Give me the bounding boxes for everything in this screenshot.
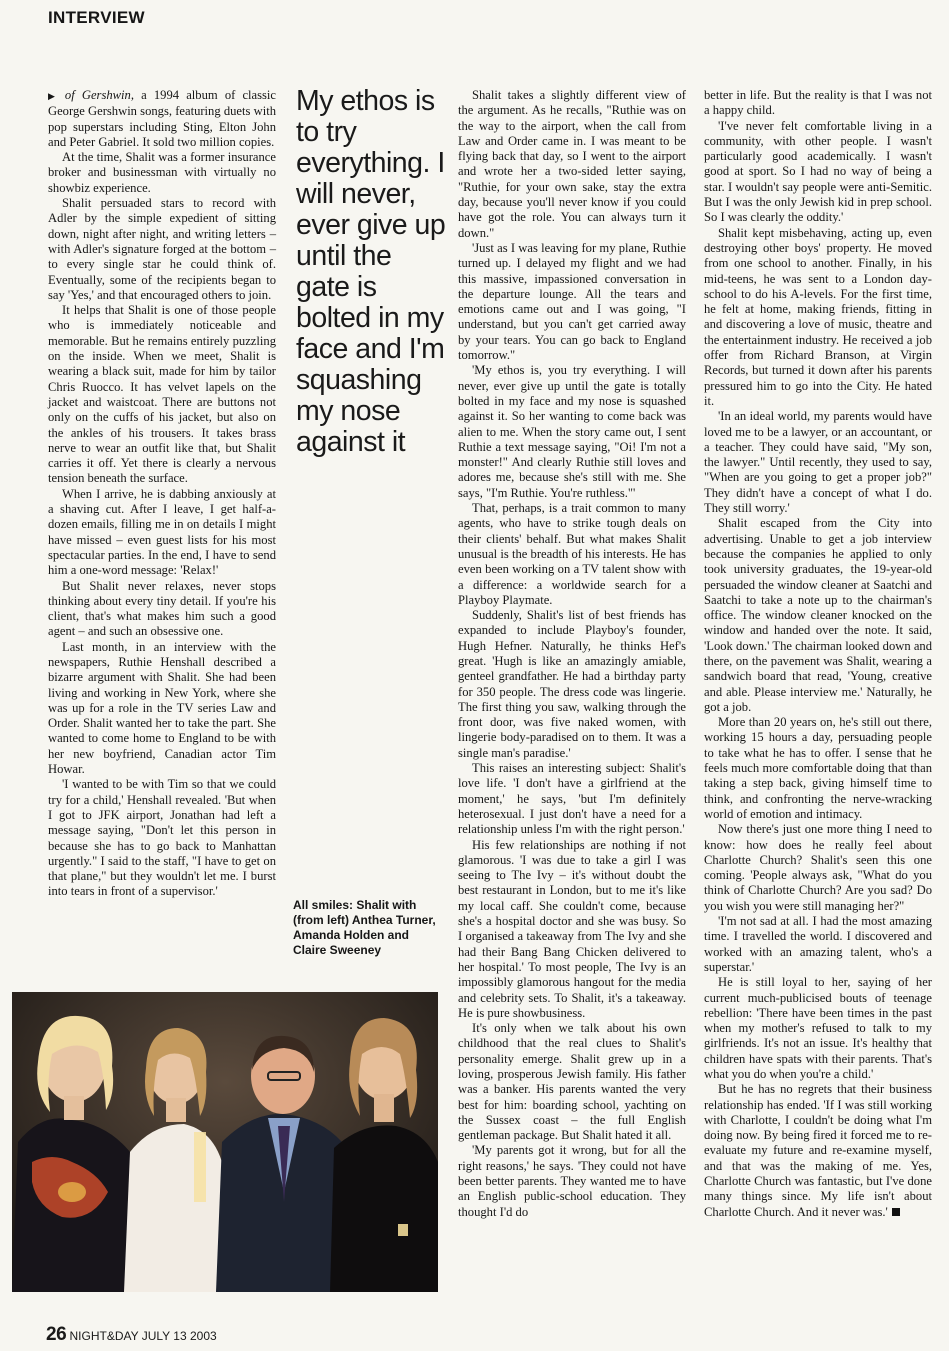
paragraph-text: More than 20 years on, he's still out there, working 15 hours a day, persuading people to take what he has to offer. I sense that he feels much more comfortable doing that than taking a step back, giving himself time to think, and confronting the nerve-wracking world of emotion and intimacy. [704, 715, 932, 821]
article-paragraph [48, 579, 276, 640]
paragraph-text: Shalit takes a slightly different view of the argument. As he recalls, "Ruthie was on the way to the airport, when the call from Law and Order came in. I was meant to be flying back that day, so I went to the airport and wrote her a two-sided letter saying, "Ruthie, for your own sake, stay the extra day, because you'll never know if you could have got the role. You can always turn it down." [458, 88, 686, 240]
article-paragraph [704, 119, 932, 226]
paragraph-text: At the time, Shalit was a former insurance broker and businessman with virtually no showbiz experience. [48, 150, 276, 195]
article-paragraph [458, 608, 686, 761]
section-label: INTERVIEW [48, 8, 145, 27]
article-paragraph [48, 487, 276, 579]
paragraph-text: 'I've never felt comfortable living in a community, with other people. I wasn't particularly good academically. I wasn't good at sport. So I had no way of being a star. I wouldn't say people were anti-Semitic. But I was the only Jewish kid in prep school. So I was clearly the oddity.' [704, 118, 932, 225]
photo-caption: All smiles: Shalit with (from left) Anthea Turner, Amanda Holden and Claire Sweeney [293, 898, 436, 957]
paragraph-text: 'I'm not sad at all. I had the most amazing time. I travelled the world. I discovered and worked with an amazing talent, who's a superstar.' [704, 914, 932, 974]
paragraph-text: His few relationships are nothing if not glamorous. 'I was due to take a girl I was seeing to The Ivy – it's without doubt the best restaurant in London, but to me it's like my local caff. She couldn't come, because she's a hospital doctor and she was busy. So I organised a takeaway from The Ivy and she had their Bang Bang Chicken delivered to her hospital.' To most people, The Ivy is an impossibly glamorous hangout for the media and celebrity sets. To Shalit, it's a takeaway. He is pure showbusiness. [458, 837, 686, 1020]
paragraph-text: 'Just as I was leaving for my plane, Ruthie turned up. I delayed my flight and we had this massive, impassioned conversation in the departure lounge. All the tears and emotions came out and I was going, "I understand, but you can't get carried away by your tears. You can go back to England tomorrow." [458, 240, 686, 363]
article-column-1 [48, 88, 276, 900]
article-paragraph [704, 975, 932, 1082]
end-mark-icon [892, 1208, 900, 1216]
paragraph-text: Shalit kept misbehaving, acting up, even destroying other boys' property. He moved from one school to another. Finally, in his mid-teens, he was sent to a London day-school to do his A-levels. For the first time, he felt at home, making friends, fitting in and discovering a love of music, theatre and the entertainment industry. He received a job offer from Richard Branson, at Virgin Records, but turned it down after his parents pressured him to go into the City. He hated it. [704, 225, 932, 408]
paragraph-text: 'In an ideal world, my parents would have loved me to be a lawyer, or an accountant, or a teacher. They could have said, "My son, the lawyer." Until recently, they used to say, "When are you going to get a proper job?" They didn't have a concept of what I do. They still worry.' [704, 409, 932, 516]
article-paragraph [458, 363, 686, 501]
article-column-3 [458, 88, 686, 1220]
group-photo [12, 992, 438, 1292]
article-paragraph [458, 88, 686, 241]
paragraph-text: 'I wanted to be with Tim so that we could try for a child,' Henshall revealed. 'But when I got to JFK airport, Jonathan had left a message saying, "Don't let this person in because she has to go back to Manhattan urgently." I said to the staff, "I have to get on that plane," but they wouldn't let me. I burst into tears in front of a supervisor.' [48, 777, 276, 899]
page-number: 26 [46, 1324, 67, 1345]
article-paragraph [704, 88, 932, 119]
article-paragraph [48, 303, 276, 487]
article-paragraph [458, 761, 686, 837]
paragraph-text: 'My parents got it wrong, but for all the right reasons,' he says. 'They could not have been better parents. They wanted me to have an English public-school education. They thought I'd do [458, 1143, 686, 1219]
article-column-4 [704, 88, 932, 1220]
article-paragraph [458, 241, 686, 363]
group-photo-illustration [12, 992, 438, 1292]
paragraph-text: This raises an interesting subject: Shalit's love life. 'I don't have a girlfriend at the moment,' he says, 'but I'm definitely heterosexual. I just don't have a need for a relationship unless I'm with the right person.' [458, 761, 686, 837]
paragraph-text: Now there's just one more thing I need to know: how does he really feel about Charlotte Church? Shalit's seen this one coming. 'People always ask, "What do you think of Charlotte Church? Are you sad? Do you wish you were still managing her?" [704, 822, 932, 913]
paragraph-text: a 1994 album of classic George Gershwin songs, featuring duets with pop superstars including Sting, Elton John and Peter Gabriel. It sold two million copies. [48, 88, 277, 149]
paragraph-text: It's only when we talk about his own childhood that the real clues to Shalit's personality emerge. Shalit grew up in a loving, prosperous Jewish family. His father was a banker. His parents wanted the very best for him: boarding school, yachting on the Sussex coast – the full English gentleman package. But Shalit hated it all. [458, 1021, 686, 1143]
article-paragraph [458, 1021, 686, 1143]
article-paragraph [458, 501, 686, 608]
continued-arrow-icon: ▶ [48, 91, 59, 101]
paragraph-text: He is still loyal to her, saying of her current much-publicised bouts of teenage rebellion: 'There have been times in the past when my mother's refused to talk to my girlfriends. It's not an issue. It's healthy that children have spats with their parents. That's what you do when you're a child.' [704, 975, 932, 1081]
article-paragraph [704, 516, 932, 715]
article-paragraph [704, 914, 932, 975]
paragraph-text: Shalit persuaded stars to record with Adler by the simple expedient of sitting down, night after night, and writing letters – with Adler's signature forged at the bottom – to every single star he could think of. Eventually, some of the recipients began to say 'Yes,' and that encouraged others to join. [48, 196, 276, 302]
article-paragraph [458, 1143, 686, 1219]
article-paragraph [48, 88, 276, 150]
paragraph-text: When I arrive, he is dabbing anxiously at a shaving cut. After I leave, I get half-a-dozen emails, filling me in on details I might have missed – even guest lists for his most spectacular parties. In the end, I have to send him a one-word message: 'Relax!' [48, 486, 276, 578]
paragraph-text: Last month, in an interview with the newspapers, Ruthie Henshall described a bizarre argument with Shalit. She had been living and working in New York, where she was up for a role in the TV series Law and Order. Shalit wanted her to take the part. She wanted to come home to England to be with her new boyfriend, Canadian actor Tim Howar. [48, 639, 276, 777]
paragraph-text: Suddenly, Shalit's list of best friends has expanded to include Playboy's founder, Hugh Hefner. Naturally, he thinks Hef's great. 'Hugh is like an amazingly amiable, genteel grandfather. He had a birthday party for 350 people. The dress code was lingerie. The first thing you saw, walking through the front door, was five naked women, with lingerie body-paradised on to them. It was a single man's paradise.' [458, 608, 686, 760]
paragraph-text: Shalit escaped from the City into advertising. Unable to get a job interview because the companies he applied to only took university graduates, the 19-year-old persuaded the window cleaner at Saatchi and Saatchi to take a note up to the chairman's office. The window cleaner knocked on the window and handed over the note. It said, 'Look down.' The chairman looked down and there, on the pavement was Shalit, wearing a sandwich board that read, 'Young, creative and able. Please interview me.' Naturally, he got a job. [704, 516, 932, 714]
paragraph-text: better in life. But the reality is that I was not a happy child. [704, 88, 932, 118]
paragraph-text: It helps that Shalit is one of those people who is immediately noticeable and memorable. But he remains entirely puzzling on the inside. When we meet, Shalit is wearing a black suit, made for him by tailor Chris Ruocco. It has velvet lapels on the jacket and waistcoat. There are buttons not only on the cuffs of his jacket, but also on the ankles of his trousers. It takes brass nerve to wear an outfit like that, but Shalit carries it off. Yet there is clearly a nervous tension beneath the surface. [48, 303, 276, 486]
page-footer [46, 1324, 217, 1346]
pull-quote: My ethos is to try everything. I will never, ever give up until the gate is bolted in my face and I'm squashing my nose against it [296, 85, 446, 458]
paragraph-text: 'My ethos is, you try everything. I will never, ever give up until the gate is totally bolted in my face and my nose is squashed against it. So her wanting to come back was alien to me. When the story came out, I sent Ruthie a text message saying, "Oi! I'm not a monster!" And clearly Ruthie still loves and adores me, because she's still with me. She says, "I'm Ruthie. You're ruthless."' [458, 363, 686, 500]
article-paragraph [48, 196, 276, 303]
italic-lead: of Gershwin, [64, 88, 134, 102]
paragraph-text: But he has no regrets that their business relationship has ended. 'If I was still working with Charlotte, I couldn't be doing what I'm doing now. By being fired it forced me to re-evaluate my future and re-examine myself, and that was the making of me. Yes, Charlotte Church was fantastic, but I've done many things since. My life isn't about Charlotte Church. And it never was.' [704, 1082, 932, 1219]
article-paragraph [48, 150, 276, 196]
publication-dateline: NIGHT&DAY JULY 13 2003 [69, 1329, 217, 1343]
article-paragraph [704, 715, 932, 822]
paragraph-text: But Shalit never relaxes, never stops thinking about every tiny detail. If you're his client, that's what makes him such a good agent – and such an obsessive one. [48, 578, 276, 639]
article-paragraph [704, 1082, 932, 1220]
article-paragraph [704, 226, 932, 410]
article-paragraph [48, 640, 276, 778]
article-paragraph [704, 822, 932, 914]
article-paragraph [704, 409, 932, 516]
article-paragraph [48, 777, 276, 899]
article-paragraph [458, 838, 686, 1022]
paragraph-text: That, perhaps, is a trait common to many agents, who have to strike tough deals on their clients' behalf. But what makes Shalit unusual is the breadth of his interests. He has even been working on a TV talent show with a difference: a worldwide search for a Playboy Playmate. [458, 501, 686, 607]
